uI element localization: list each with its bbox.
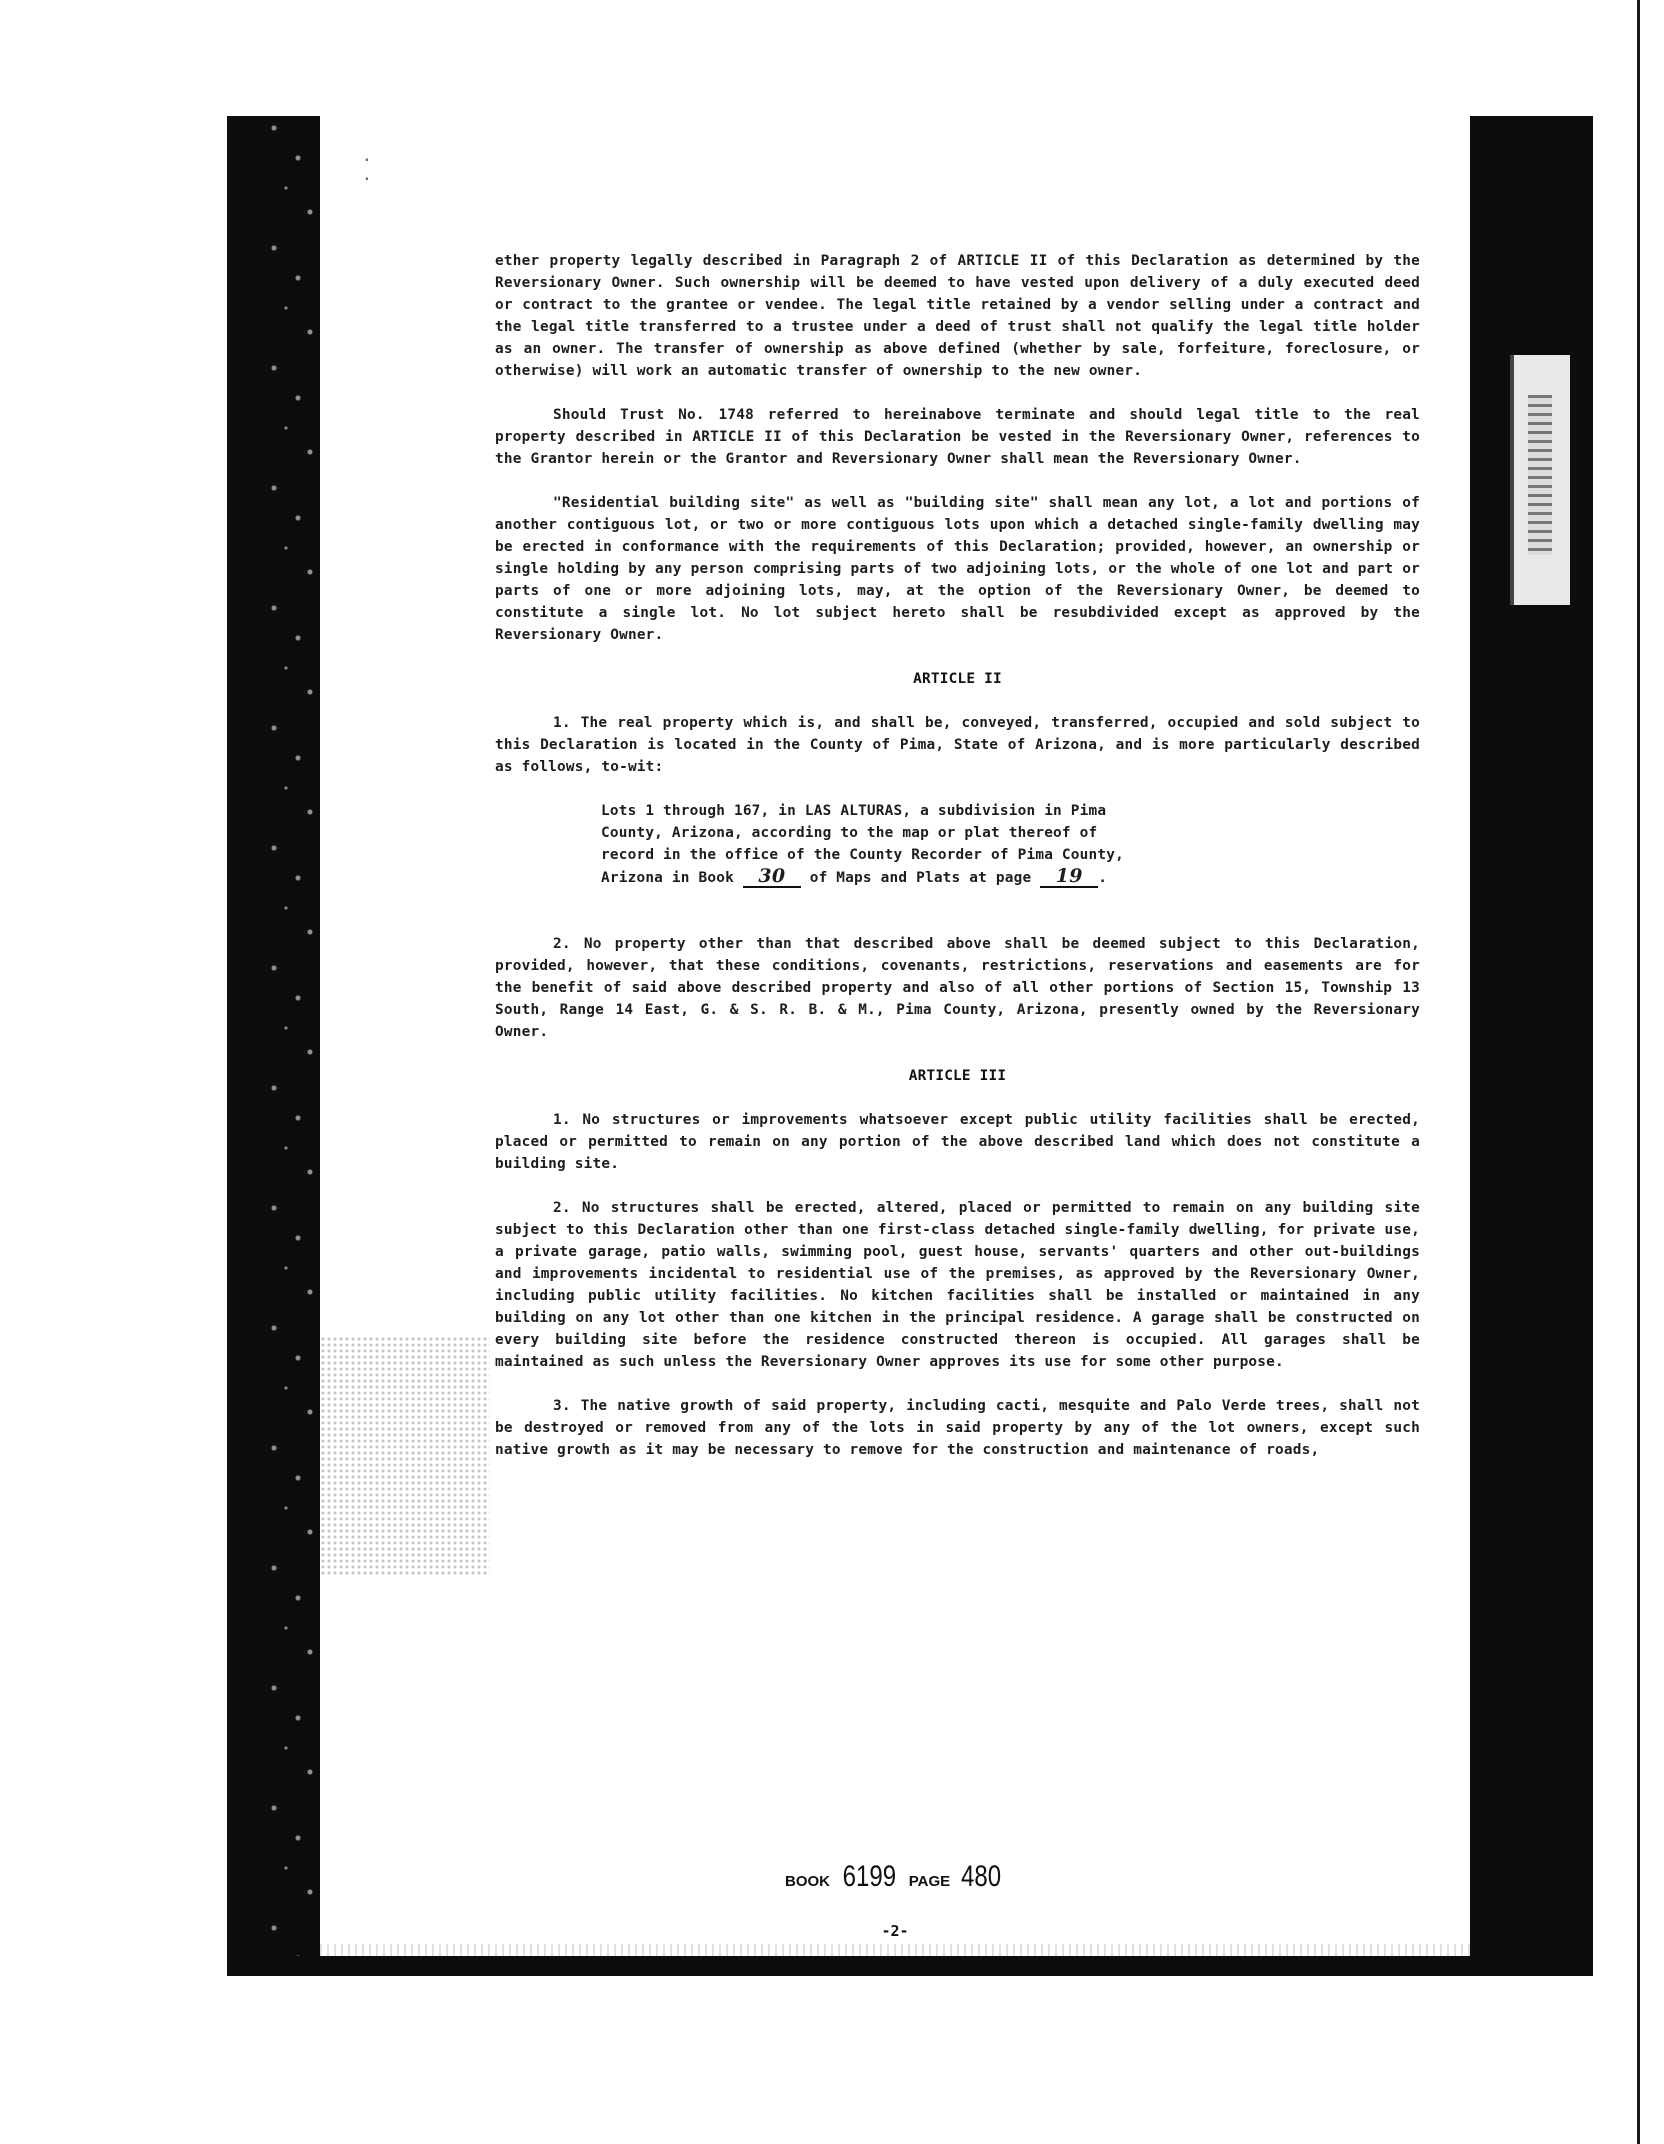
article-ii-para-2: 2. No property other than that described above shall be deemed subject to this Declaration, provided, however, that these conditions, covenants, restrictions, reservations and easements are for the benefit of said above described property and also of all other portions of Section 15, Township 13 South, Range 14 East, G. & S. R. B. & M., Pima County, Arizona, presently owned by the Reversionary Owner. [495, 936, 1420, 1040]
page-number: -2- [881, 1922, 909, 1940]
opening-paragraph: ether property legally described in Paragraph 2 of ARTICLE II of this Declaration as determined by the Reversionary Owner. Such ownership will be deemed to have vested upon delivery of a duly executed deed or contract to the grantee or vendee. The legal title retained by a vendor selling under a contract and the legal title transferred to a trustee under a deed of trust shall not qualify the legal title holder as an owner. The transfer of ownership as above defined (whether by sale, forfeiture, foreclosure, or otherwise) will work an automatic transfer of ownership to the new owner. [495, 253, 1420, 379]
legal-line-1: Lots 1 through 167, in LAS ALTURAS, a subdivision in Pima [601, 803, 1107, 819]
recording-stamp [785, 1860, 1006, 1894]
article-iii-para-2: 2. No structures shall be erected, altered, placed or permitted to remain on any building site subject to this Declaration other than one first-class detached single-family dwelling, for private use, a private garage, patio walls, swimming pool, guest house, servants' quarters and other out-buildings and improvements incidental to residential use of the premises, as approved by the Reversionary Owner, including public utility facilities. No kitchen facilities shall be installed or maintained in any building on any lot other than one kitchen in the principal residence. A garage shall be constructed on every building site before the residence constructed thereon is occupied. All garages shall be maintained as such unless the Reversionary Owner approves its use for some other purpose. [495, 1200, 1420, 1370]
page-body [495, 250, 1420, 1483]
scan-stain [320, 1336, 490, 1576]
stamp-page-label: PAGE [908, 1873, 951, 1890]
legal-line-4-prefix: Arizona in Book [601, 870, 734, 886]
spacer [495, 911, 1420, 933]
trust-paragraph: Should Trust No. 1748 referred to hereinabove terminate and should legal title to the real property described in ARTICLE II of this Declaration be vested in the Reversionary Owner, references to the Grantor herein or the Grantor and Reversionary Owner shall mean the Reversionary Owner. [495, 407, 1420, 467]
article-iii-para-3: 3. The native growth of said property, including cacti, mesquite and Palo Verde trees, shall not be destroyed or removed from any of the lots in said property by any of the lot owners, except such native growth as it may be necessary to remove for the construction and maintenance of roads, [495, 1398, 1420, 1458]
bottom-scan-noise [320, 1944, 1470, 1956]
article-iii-heading: ARTICLE III [908, 1068, 1007, 1084]
scanner-edge-line [1637, 0, 1640, 2144]
stamp-book-number: 6199 [842, 1860, 897, 1893]
stray-marks: . . [362, 146, 392, 184]
article-ii-para-1: 1. The real property which is, and shall be, conveyed, transferred, occupied and sold subject to this Declaration is located in the County of Pima, State of Arizona, and is more particularly described as follows, to-wit: [495, 715, 1420, 775]
legal-line-3: record in the office of the County Recorder of Pima County, [601, 847, 1124, 863]
definition-paragraph: "Residential building site" as well as "building site" shall mean any lot, a lot and portions of another contiguous lot, or two or more contiguous lots upon which a detached single-family dwelling may be erected in conformance with the requirements of this Declaration; provided, however, an ownership or single holding by any person comprising parts of two adjoining lots, or the whole of one lot and part or parts of one or more adjoining lots, may, at the option of the Reversionary Owner, be deemed to constitute a single lot. No lot subject hereto shall be resubdivided except as approved by the Reversionary Owner. [495, 495, 1420, 643]
stamp-page-number: 480 [961, 1860, 1002, 1893]
book-number-handwritten: 30 [743, 866, 801, 888]
left-margin-noise [262, 116, 322, 1956]
article-ii-heading: ARTICLE II [913, 671, 1002, 687]
page-number-handwritten: 19 [1040, 866, 1098, 888]
legal-line-4-suffix: . [1098, 870, 1108, 886]
legal-line-4 [601, 866, 1310, 889]
legal-line-4-middle: of Maps and Plats at page [809, 870, 1032, 886]
legal-description [495, 800, 1420, 889]
right-margin-tab [1510, 355, 1570, 605]
legal-line-2: County, Arizona, according to the map or plat thereof of [601, 825, 1098, 841]
stamp-book-label: BOOK [785, 1873, 830, 1890]
document-page [320, 116, 1470, 1956]
article-iii-para-1: 1. No structures or improvements whatsoever except public utility facilities shall be erected, placed or permitted to remain on any portion of the above described land which does not constitute a building site. [495, 1112, 1420, 1172]
